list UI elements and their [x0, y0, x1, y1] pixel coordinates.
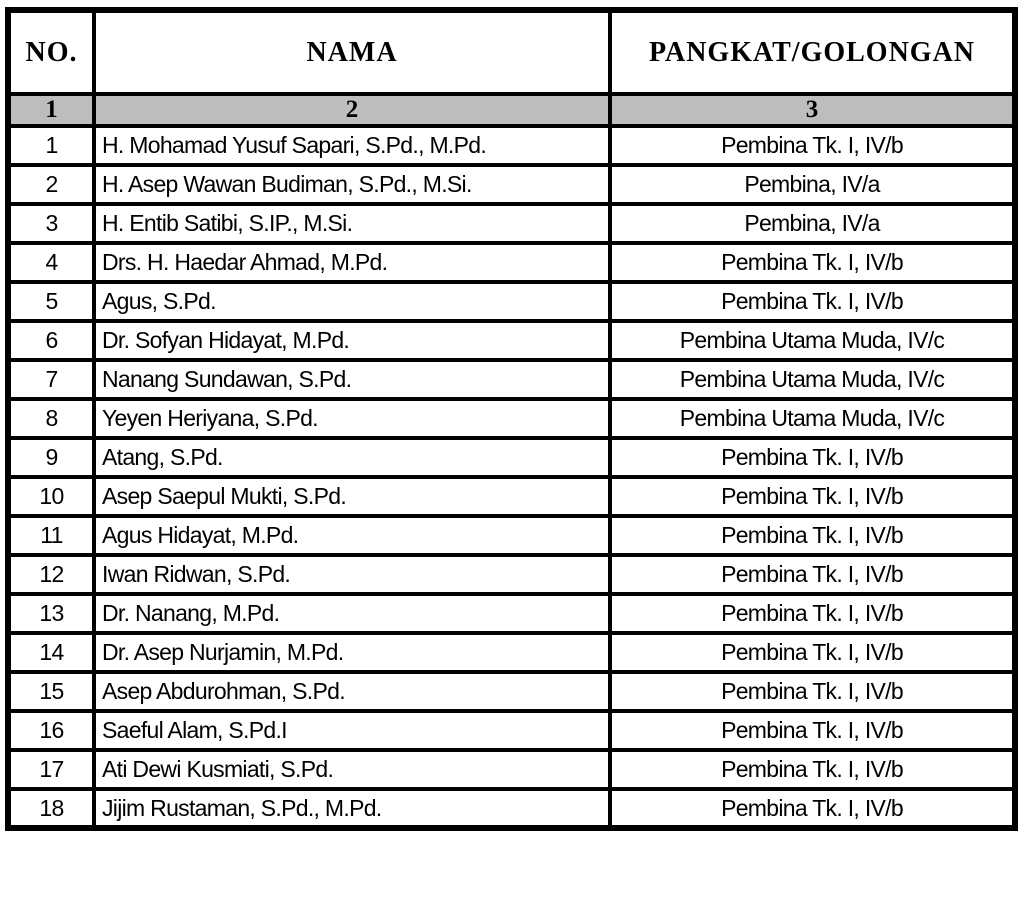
rank-cell: Pembina Tk. I, IV/b: [610, 516, 1015, 555]
name-cell: Nanang Sundawan, S.Pd.: [94, 360, 610, 399]
column-header-no: NO.: [8, 10, 94, 94]
rank-cell: Pembina Tk. I, IV/b: [610, 750, 1015, 789]
table-row: [8, 477, 1015, 516]
name-cell: H. Mohamad Yusuf Sapari, S.Pd., M.Pd.: [94, 126, 610, 165]
rank-cell: Pembina Utama Muda, IV/c: [610, 399, 1015, 438]
name-cell: Agus Hidayat, M.Pd.: [94, 516, 610, 555]
rank-cell: Pembina Tk. I, IV/b: [610, 789, 1015, 828]
rank-cell: Pembina Utama Muda, IV/c: [610, 321, 1015, 360]
table-row: [8, 438, 1015, 477]
rank-cell: Pembina Tk. I, IV/b: [610, 633, 1015, 672]
table-row: [8, 672, 1015, 711]
rank-cell: Pembina Tk. I, IV/b: [610, 126, 1015, 165]
row-number-cell: 13: [8, 594, 94, 633]
column-header-nama: NAMA: [94, 10, 610, 94]
table-row: [8, 555, 1015, 594]
row-number-cell: 7: [8, 360, 94, 399]
name-cell: Jijim Rustaman, S.Pd., M.Pd.: [94, 789, 610, 828]
rank-cell: Pembina Tk. I, IV/b: [610, 555, 1015, 594]
table-row: [8, 243, 1015, 282]
table-row: [8, 711, 1015, 750]
row-number-cell: 9: [8, 438, 94, 477]
name-cell: Dr. Sofyan Hidayat, M.Pd.: [94, 321, 610, 360]
table-body: [8, 126, 1015, 828]
row-number-cell: 16: [8, 711, 94, 750]
table-row: [8, 321, 1015, 360]
rank-cell: Pembina, IV/a: [610, 165, 1015, 204]
rank-cell: Pembina Tk. I, IV/b: [610, 282, 1015, 321]
row-number-cell: 6: [8, 321, 94, 360]
rank-cell: Pembina Tk. I, IV/b: [610, 243, 1015, 282]
name-cell: Dr. Nanang, M.Pd.: [94, 594, 610, 633]
row-number-cell: 15: [8, 672, 94, 711]
row-number-cell: 4: [8, 243, 94, 282]
name-cell: Dr. Asep Nurjamin, M.Pd.: [94, 633, 610, 672]
rank-cell: Pembina, IV/a: [610, 204, 1015, 243]
name-cell: Asep Abdurohman, S.Pd.: [94, 672, 610, 711]
name-cell: Saeful Alam, S.Pd.I: [94, 711, 610, 750]
name-cell: Atang, S.Pd.: [94, 438, 610, 477]
rank-cell: Pembina Tk. I, IV/b: [610, 672, 1015, 711]
rank-cell: Pembina Utama Muda, IV/c: [610, 360, 1015, 399]
rank-cell: Pembina Tk. I, IV/b: [610, 594, 1015, 633]
name-cell: Asep Saepul Mukti, S.Pd.: [94, 477, 610, 516]
table-row: [8, 750, 1015, 789]
row-number-cell: 14: [8, 633, 94, 672]
column-number-1: 1: [8, 94, 94, 126]
name-cell: Ati Dewi Kusmiati, S.Pd.: [94, 750, 610, 789]
rank-cell: Pembina Tk. I, IV/b: [610, 438, 1015, 477]
name-cell: H. Asep Wawan Budiman, S.Pd., M.Si.: [94, 165, 610, 204]
table-row: [8, 633, 1015, 672]
table-row: [8, 165, 1015, 204]
rank-cell: Pembina Tk. I, IV/b: [610, 477, 1015, 516]
table-row: [8, 516, 1015, 555]
table-row: [8, 789, 1015, 828]
table-row: [8, 594, 1015, 633]
name-cell: Iwan Ridwan, S.Pd.: [94, 555, 610, 594]
table-header-row: [8, 10, 1015, 94]
row-number-cell: 1: [8, 126, 94, 165]
row-number-cell: 2: [8, 165, 94, 204]
row-number-cell: 5: [8, 282, 94, 321]
pangkat-golongan-table: [5, 7, 1018, 831]
row-number-cell: 12: [8, 555, 94, 594]
column-number-row: [8, 94, 1015, 126]
row-number-cell: 8: [8, 399, 94, 438]
name-cell: Drs. H. Haedar Ahmad, M.Pd.: [94, 243, 610, 282]
row-number-cell: 17: [8, 750, 94, 789]
table-row: [8, 126, 1015, 165]
column-number-2: 2: [94, 94, 610, 126]
rank-cell: Pembina Tk. I, IV/b: [610, 711, 1015, 750]
row-number-cell: 11: [8, 516, 94, 555]
column-number-3: 3: [610, 94, 1015, 126]
row-number-cell: 18: [8, 789, 94, 828]
table-row: [8, 282, 1015, 321]
name-cell: Agus, S.Pd.: [94, 282, 610, 321]
column-header-pangkat-golongan: PANGKAT/GOLONGAN: [610, 10, 1015, 94]
row-number-cell: 3: [8, 204, 94, 243]
name-cell: H. Entib Satibi, S.IP., M.Si.: [94, 204, 610, 243]
row-number-cell: 10: [8, 477, 94, 516]
table-row: [8, 399, 1015, 438]
table-row: [8, 204, 1015, 243]
table-row: [8, 360, 1015, 399]
name-cell: Yeyen Heriyana, S.Pd.: [94, 399, 610, 438]
